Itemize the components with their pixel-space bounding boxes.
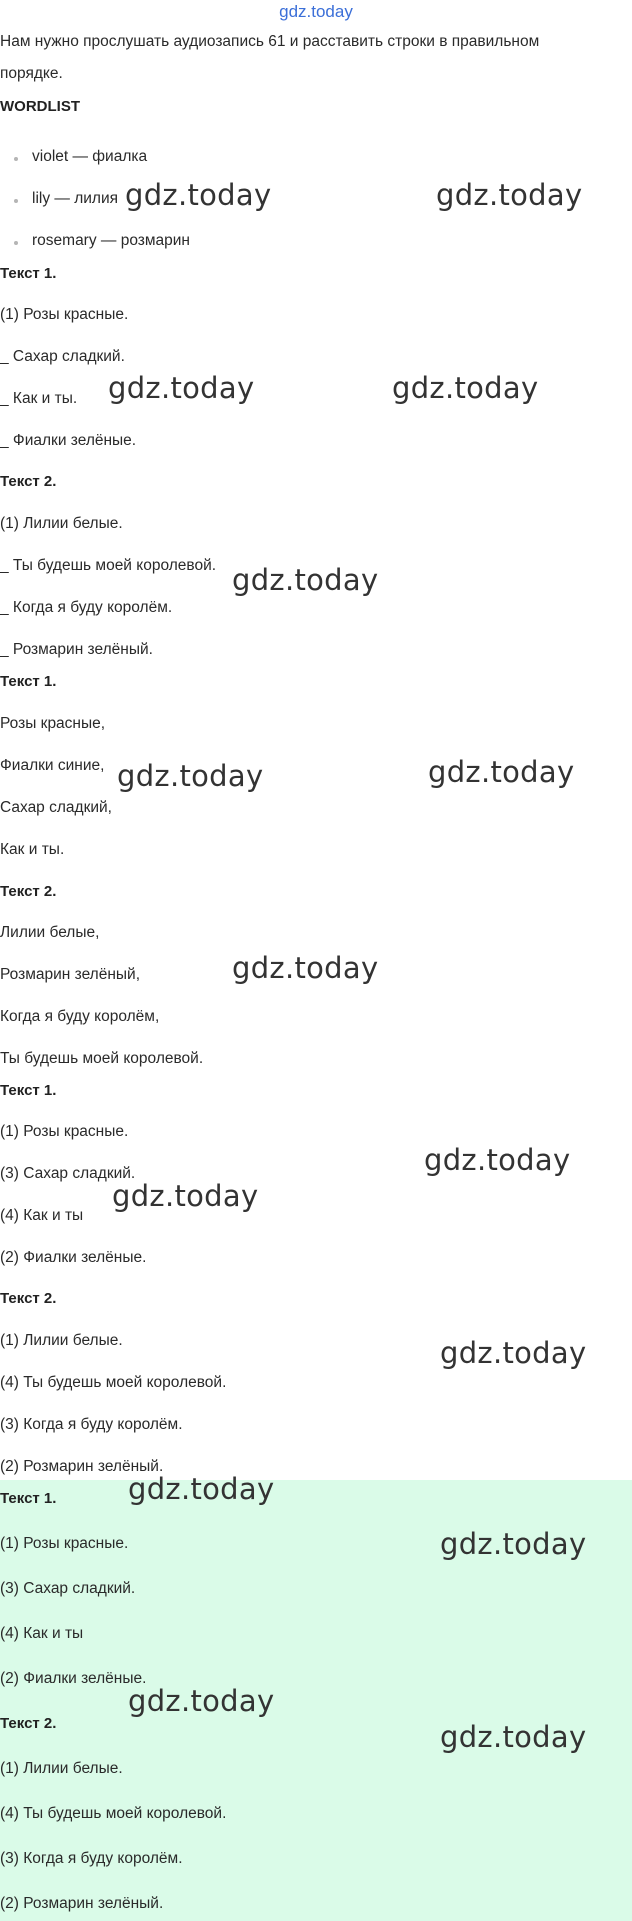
- text-line: _ Когда я буду королём.: [0, 599, 173, 616]
- text-line: Сахар сладкий,: [0, 799, 112, 816]
- watermark: gdz.today: [428, 755, 575, 789]
- watermark: gdz.today: [128, 1472, 275, 1506]
- watermark: gdz.today: [436, 178, 583, 212]
- text-line: (2) Розмарин зелёный.: [0, 1895, 164, 1912]
- watermark: gdz.today: [128, 1684, 275, 1718]
- text-line: _ Как и ты.: [0, 390, 78, 407]
- bullet-icon: [14, 157, 18, 161]
- watermark: gdz.today: [232, 951, 379, 985]
- wordlist-heading: WORDLIST: [0, 98, 80, 115]
- text-line: _ Фиалки зелёные.: [0, 432, 137, 449]
- bullet-icon: [14, 199, 18, 203]
- text-line: (1) Лилии белые.: [0, 1760, 123, 1777]
- text1-title: Текст 1.: [0, 1082, 57, 1099]
- text2-title: Текст 2.: [0, 1715, 57, 1732]
- text-line: Лилии белые,: [0, 924, 100, 941]
- text-line: (4) Ты будешь моей королевой.: [0, 1374, 227, 1391]
- watermark: gdz.today: [424, 1143, 571, 1177]
- text-line: (1) Розы красные.: [0, 306, 129, 323]
- text2-title: Текст 2.: [0, 1290, 57, 1307]
- task-text: Нам нужно прослушать аудиозапись 61 и расставить строки в правильном: [0, 33, 540, 50]
- text1-title: Текст 1.: [0, 265, 57, 282]
- text-line: _ Ты будешь моей королевой.: [0, 557, 217, 574]
- watermark: gdz.today: [440, 1527, 587, 1561]
- text-line: Розмарин зелёный,: [0, 966, 140, 983]
- watermark: gdz.today: [232, 563, 379, 597]
- text-line: Розы красные,: [0, 715, 106, 732]
- text1-title: Текст 1.: [0, 1490, 57, 1507]
- bullet-icon: [14, 241, 18, 245]
- wordlist-item: lily — лилия: [32, 190, 118, 207]
- text-line: (2) Розмарин зелёный.: [0, 1458, 164, 1475]
- text-line: (1) Розы красные.: [0, 1535, 129, 1552]
- text-line: Как и ты.: [0, 841, 65, 858]
- text-line: (2) Фиалки зелёные.: [0, 1670, 147, 1687]
- watermark: gdz.today: [108, 371, 255, 405]
- wordlist-item: rosemary — розмарин: [32, 232, 190, 249]
- watermark: gdz.today: [117, 759, 264, 793]
- text-line: (2) Фиалки зелёные.: [0, 1249, 147, 1266]
- text1-title: Текст 1.: [0, 673, 57, 690]
- text-line: (3) Сахар сладкий.: [0, 1165, 136, 1182]
- text-line: Фиалки синие,: [0, 757, 105, 774]
- watermark: gdz.today: [392, 371, 539, 405]
- watermark: gdz.today: [112, 1179, 259, 1213]
- watermark: gdz.today: [440, 1336, 587, 1370]
- task-text-cont: порядке.: [0, 65, 63, 82]
- text-line: _ Розмарин зелёный.: [0, 641, 153, 658]
- text-line: (1) Лилии белые.: [0, 1332, 123, 1349]
- text-line: Ты будешь моей королевой.: [0, 1050, 204, 1067]
- text2-title: Текст 2.: [0, 883, 57, 900]
- text-line: (3) Когда я буду королём.: [0, 1416, 183, 1433]
- text-line: (3) Когда я буду королём.: [0, 1850, 183, 1867]
- watermark: gdz.today: [440, 1720, 587, 1754]
- wordlist-item: violet — фиалка: [32, 148, 148, 165]
- watermark: gdz.today: [125, 178, 272, 212]
- text2-title: Текст 2.: [0, 473, 57, 490]
- text-line: _ Сахар сладкий.: [0, 348, 125, 365]
- text-line: (4) Как и ты: [0, 1207, 84, 1224]
- text-line: (1) Розы красные.: [0, 1123, 129, 1140]
- text-line: (4) Как и ты: [0, 1625, 84, 1642]
- text-line: (3) Сахар сладкий.: [0, 1580, 136, 1597]
- text-line: (1) Лилии белые.: [0, 515, 123, 532]
- text-line: (4) Ты будешь моей королевой.: [0, 1805, 227, 1822]
- text-line: Когда я буду королём,: [0, 1008, 160, 1025]
- site-logo[interactable]: gdz.today: [279, 2, 353, 21]
